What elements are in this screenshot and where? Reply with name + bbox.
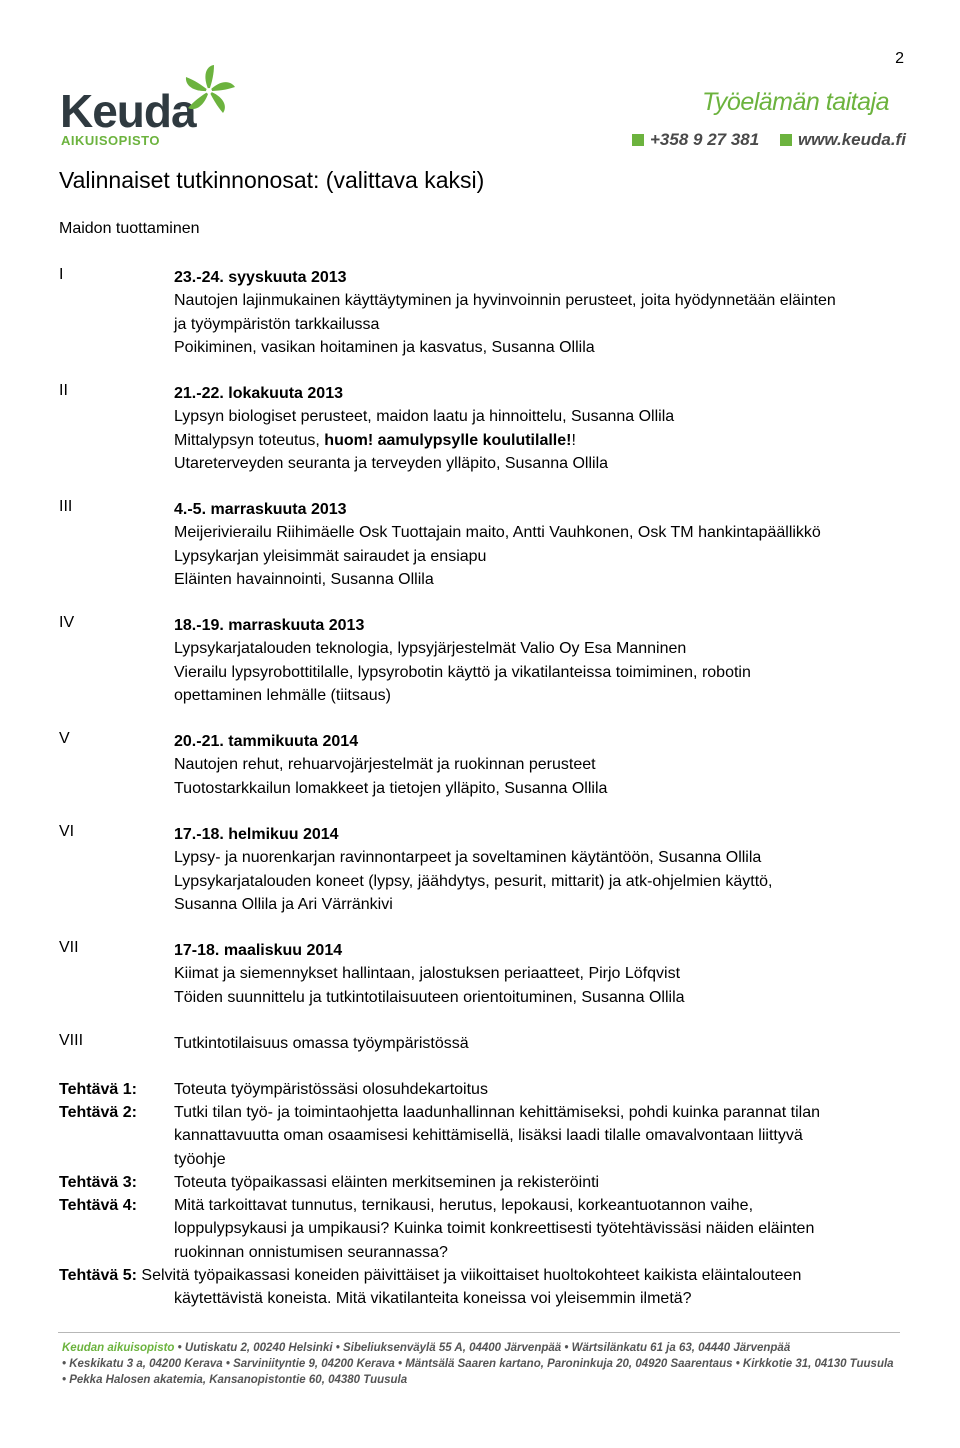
task-label: Tehtävä 5:	[59, 1267, 137, 1284]
session-number: VII	[59, 939, 79, 956]
task-label: Tehtävä 3:	[59, 1174, 137, 1191]
task-line: kannattavuutta oman osaamisesi kehittämisellä, lisäksi laadi tilalle omavalvontaan liittyvä	[174, 1127, 803, 1145]
session-line: Tuotostarkkailun lomakkeet ja tietojen ylläpito, Susanna Ollila	[174, 779, 608, 797]
session-line: Eläinten havainnointi, Susanna Ollila	[174, 570, 434, 588]
session-line: Töiden suunnittelu ja tutkintotilaisuuteen orientoituminen, Susanna Ollila	[174, 988, 685, 1006]
session-number: I	[59, 266, 64, 283]
task-text	[174, 1171, 599, 1194]
header-contact	[632, 130, 906, 150]
task-label: Tehtävä 2:	[59, 1104, 137, 1121]
pinwheel-logo-icon	[180, 62, 238, 120]
session-date: 18.-19. marraskuuta 2013	[174, 617, 365, 634]
session-line-text: !	[571, 431, 576, 449]
session-number: IV	[59, 614, 75, 631]
session-line: Lypsy- ja nuorenkarjan ravinnontarpeet ja soveltaminen käytäntöön, Susanna Ollila	[174, 849, 762, 867]
logo-wordmark: Keuda	[60, 85, 196, 137]
footer-text: • Uutiskatu 2, 00240 Helsinki • Sibeliuksenväylä 55 A, 04400 Järvenpää • Wärtsilänkatu 61 ja 63, 04440 Järvenpää	[174, 1342, 791, 1354]
footer-divider	[58, 1332, 900, 1333]
square-bullet-icon	[780, 134, 792, 146]
session-line-mixed	[174, 429, 674, 452]
session-line: Lypsykarjan yleisimmät sairaudet ja ensiapu	[174, 547, 487, 565]
session-block	[174, 614, 751, 707]
session-line-text: Mittalypsyn toteutus,	[174, 431, 325, 449]
session-line: Nautojen lajinmukainen käyttäytyminen ja hyvinvoinnin perusteet, joita hyödynnetään eläinten	[174, 292, 836, 310]
session-block	[174, 1032, 469, 1055]
session-date: 17-18. maaliskuu 2014	[174, 942, 343, 959]
task-line: Toteuta työpaikassasi eläinten merkitseminen ja rekisteröinti	[174, 1174, 600, 1191]
task-text	[174, 1194, 814, 1264]
page-number: 2	[895, 50, 904, 67]
header-web: www.keuda.fi	[797, 130, 906, 149]
session-block	[174, 382, 674, 475]
session-date: 17.-18. helmikuu 2014	[174, 826, 339, 843]
task-label: Tehtävä 4:	[59, 1197, 137, 1214]
footer-line: • Pekka Halosen akatemia, Kansanopistontie 60, 04380 Tuusula	[62, 1374, 408, 1386]
session-number: VI	[59, 823, 75, 840]
footer-line: • Keskikatu 3 a, 04200 Kerava • Sarviniityntie 9, 04200 Kerava • Mäntsälä Saaren kartano, Paroninkuja 20, 04920 Saarentaus • Kirkkotie 31, 04130 Tuusula	[62, 1358, 894, 1370]
task-line: loppulypsykausi ja umpikausi? Kuinka toimit konkreettisesti työtehtävissäsi näiden eläinten	[174, 1220, 815, 1238]
session-line: ja työympäristön tarkkailussa	[174, 315, 380, 333]
logo-subtitle: AIKUISOPISTO	[61, 133, 160, 148]
task-line: ruokinnan onnistumisen seurannassa?	[174, 1243, 448, 1261]
session-line: Lypsyn biologiset perusteet, maidon laatu ja hinnoittelu, Susanna Ollila	[174, 408, 675, 426]
session-line: Lypsykarjatalouden koneet (lypsy, jäähdytys, pesurit, mittarit) ja atk-ohjelmien käyttö,	[174, 872, 773, 890]
session-line: Kiimat ja siemennykset hallintaan, jalostuksen periaatteet, Pirjo Löfqvist	[174, 965, 681, 983]
page-title: Valinnaiset tutkinnonosat: (valittava kaksi)	[59, 167, 485, 193]
session-line: Utareterveyden seuranta ja terveyden ylläpito, Susanna Ollila	[174, 454, 609, 472]
session-date: 23.-24. syyskuuta 2013	[174, 269, 347, 286]
task-text	[174, 1101, 820, 1171]
session-line-emphasis: huom! aamulypsylle koulutilalle!	[324, 431, 572, 449]
header-tagline: Työelämän taitaja	[702, 88, 889, 116]
session-date: 20.-21. tammikuuta 2014	[174, 733, 359, 750]
square-bullet-icon	[632, 134, 644, 146]
session-line: Meijerivierailu Riihimäelle Osk Tuottajain maito, Antti Vauhkonen, Osk TM hankintapäällikkö	[174, 524, 821, 542]
session-block	[174, 939, 685, 1009]
session-line: Tutkintotilaisuus omassa työympäristössä	[174, 1035, 469, 1052]
session-number: V	[59, 730, 70, 747]
session-number: III	[59, 498, 73, 515]
session-block	[174, 730, 607, 800]
footer-brand: Keudan aikuisopisto	[62, 1342, 175, 1354]
task-label: Tehtävä 1:	[59, 1081, 137, 1098]
footer-line	[62, 1342, 790, 1354]
session-date: 21.-22. lokakuuta 2013	[174, 385, 343, 402]
session-date: 4.-5. marraskuuta 2013	[174, 501, 347, 518]
session-line: Susanna Ollila ja Ari Värränkivi	[174, 895, 393, 913]
section-subtitle: Maidon tuottaminen	[59, 220, 200, 237]
session-line: Lypsykarjatalouden teknologia, lypsyjärjestelmät Valio Oy Esa Manninen	[174, 640, 687, 658]
task-line: työohje	[174, 1150, 226, 1168]
session-line: opettaminen lehmälle (tiitsaus)	[174, 686, 391, 704]
task-line: Toteuta työympäristössäsi olosuhdekartoitus	[174, 1081, 488, 1098]
task-line: Tutki tilan työ- ja toimintaohjetta laadunhallinnan kehittämiseksi, pohdi kuinka parannat tilan	[174, 1104, 821, 1121]
session-block	[174, 823, 773, 916]
session-block	[174, 498, 821, 591]
session-number: VIII	[59, 1032, 84, 1049]
task-line: Mitä tarkoittavat tunnutus, ternikausi, herutus, lepokausi, korkeantuotannon vaihe,	[174, 1197, 754, 1214]
session-line: Vierailu lypsyrobottitilalle, lypsyrobotin käyttö ja vikatilanteissa toimiminen, robotin	[174, 663, 751, 681]
session-line: Poikiminen, vasikan hoitaminen ja kasvatus, Susanna Ollila	[174, 338, 595, 356]
task-text	[174, 1078, 488, 1101]
session-line: Nautojen rehut, rehuarvojärjestelmät ja ruokinnan perusteet	[174, 756, 596, 774]
session-block	[174, 266, 836, 359]
task-line: Selvitä työpaikassasi koneiden päivittäiset ja viikoittaiset huoltokohteet kaikista eläintalouteen	[136, 1267, 802, 1284]
task5-line	[59, 1264, 801, 1287]
header-phone: +358 9 27 381	[650, 130, 760, 149]
session-number: II	[59, 382, 68, 399]
task-line: käytettävistä koneista. Mitä vikatilanteita koneissa voi yleisemmin ilmetä?	[174, 1290, 692, 1307]
